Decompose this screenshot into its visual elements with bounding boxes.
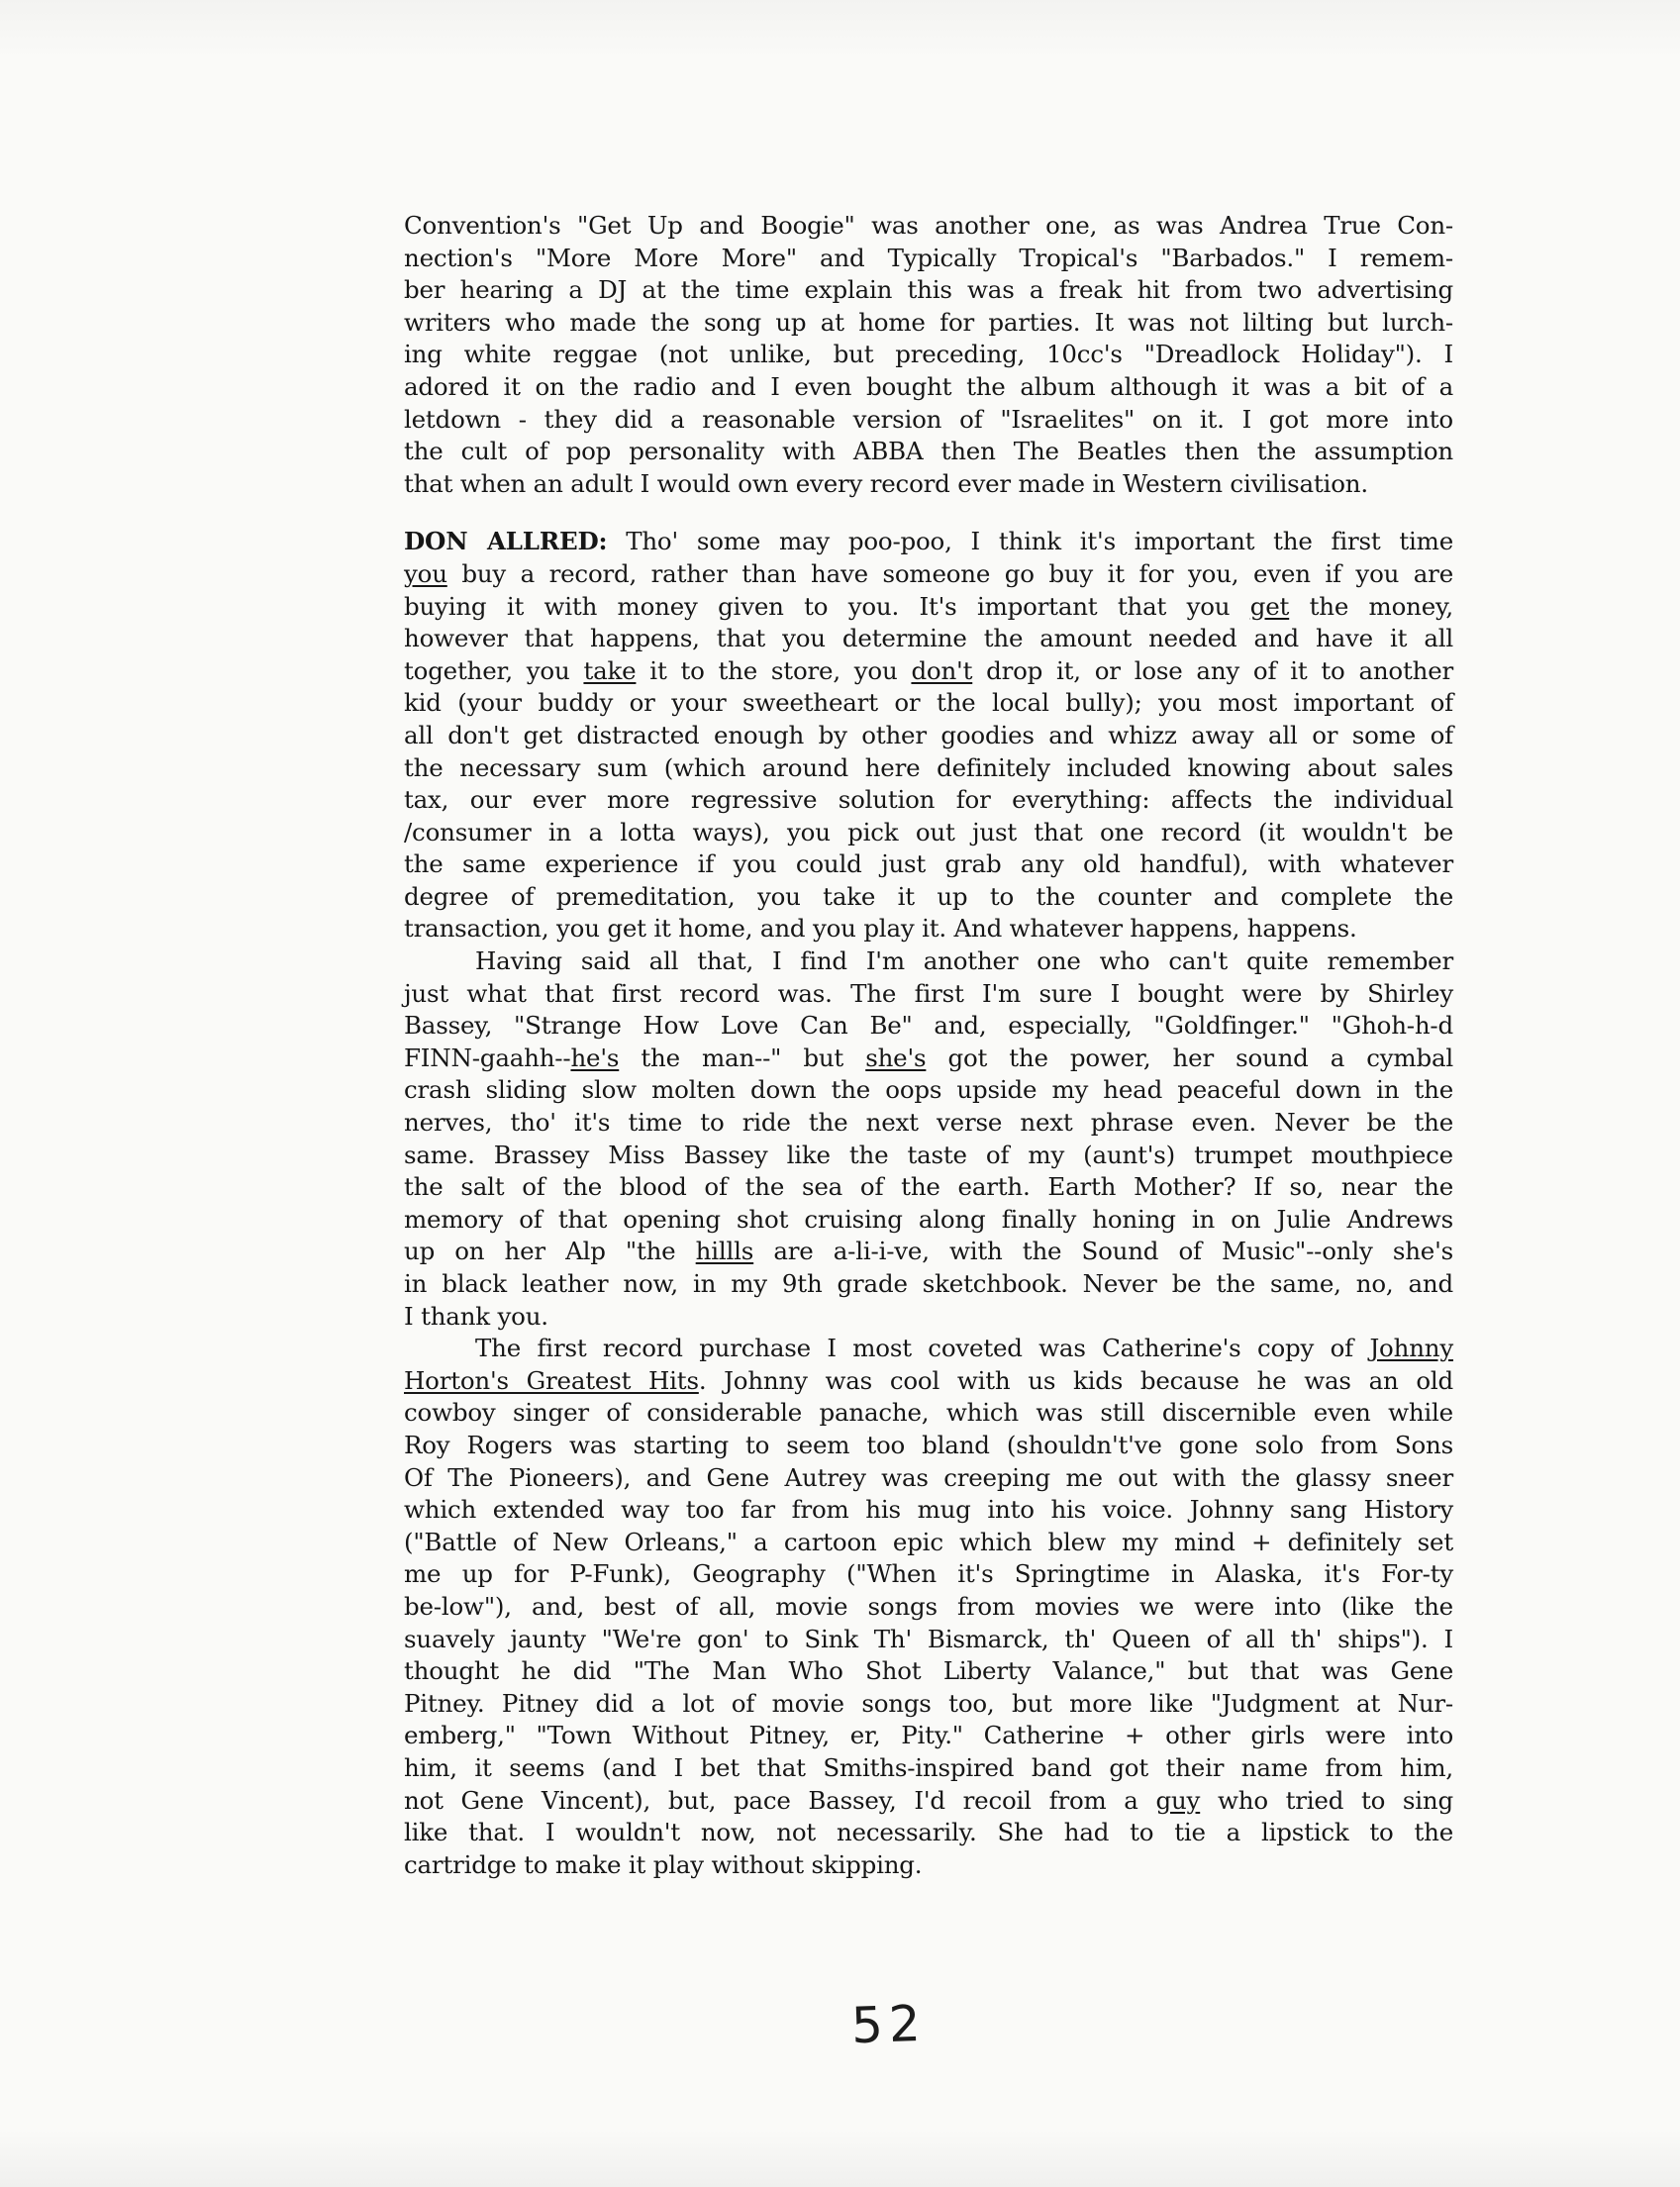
text-line [404,1591,1453,1624]
text-run: Convention's "Get Up and Boogie" was another one, as was Andrea True Con- [404,211,1453,240]
page-number: 52 [850,1994,928,2055]
text-run: all don't get distracted enough by other goodies and whizz away all or some of [404,720,1453,749]
text-line [404,913,1453,945]
text-run: up on her Alp "the [404,1237,696,1266]
text-run: the man--" but [619,1043,866,1072]
underlined-text: she's [865,1043,927,1072]
text-line [404,1333,1453,1365]
text-line [404,558,1453,591]
text-line [404,1430,1453,1462]
text-line [404,1624,1453,1656]
text-line [404,1558,1453,1591]
text-run: memory of that opening shot cruising along finally honing in on Julie Andrews [404,1204,1453,1234]
text-run: got the power, her sound a cymbal [926,1043,1453,1072]
underlined-text: take [583,655,637,685]
text-run: together, you [404,655,584,685]
text-run: nerves, tho' it's time to ride the next verse next phrase even. Never be the [404,1108,1453,1138]
text-run: nection's "More More More" and Typically Tropical's "Barbados." I remem- [404,243,1453,272]
text-run: buy a record, rather than have someone go buy it for you, even if you are [446,558,1453,588]
text-run: emberg," "Town Without Pitney, er, Pity." Catherine + other girls were into [404,1721,1453,1750]
text-run: are a-li-i-ve, with the Sound of Music"--only she's [753,1237,1453,1266]
text-run: Having said all that, I find I'm another one who can't quite remember [475,946,1453,976]
text-line [404,752,1453,785]
text-run: degree of premeditation, you take it up to the counter and complete the [404,881,1453,911]
text-run: who tried to sing [1200,1785,1453,1815]
underlined-text: hillls [695,1237,754,1266]
text-line [404,1527,1453,1559]
text-run: ("Battle of New Orleans," a cartoon epic which blew my mind + definitely set [404,1527,1453,1556]
text-run: /consumer in a lotta ways), you pick out just that one record (it wouldn't be [404,817,1453,846]
text-run: ber hearing a DJ at the time explain this was a freak hit from two advertising [404,275,1453,305]
text-line [404,371,1453,404]
text-run: ing white reggae (not unlike, but preceding, 10cc's "Dreadlock Holiday"). I [404,340,1453,369]
text-line [404,1204,1453,1237]
text-run: the salt of the blood of the sea of the earth. Earth Mother? If so, near the [404,1172,1453,1202]
text-run: Pitney. Pitney did a lot of movie songs too, but more like "Judgment at Nur- [404,1688,1453,1718]
text-line [404,1688,1453,1721]
text-line [404,1494,1453,1527]
text-line [404,1817,1453,1849]
text-line [404,307,1453,340]
underlined-text: don't [911,655,973,685]
text-run: Roy Rogers was starting to seem too bland (shouldn't've gone solo from Sons [404,1430,1453,1459]
text-line [404,655,1453,688]
text-run: . Johnny was cool with us kids because he was an old [698,1365,1453,1395]
text-run: writers who made the song up at home for parties. It was not lilting but lurch- [404,307,1453,337]
underlined-text: Johnny [1369,1334,1453,1363]
text-line [404,1043,1453,1075]
text-line [404,881,1453,914]
text-run: however that happens, that you determine the amount needed and have it all [404,624,1453,653]
text-run: not Gene Vincent), but, pace Bassey, I'd recoil from a [404,1785,1156,1815]
text-run: cartridge to make it play without skipping. [404,1849,923,1879]
text-line [404,1107,1453,1140]
text-run: same. Brassey Miss Bassey like the taste of my (aunt's) trumpet mouthpiece [404,1140,1453,1169]
text-line [404,243,1453,275]
text-line [404,274,1453,307]
underlined-text: he's [570,1043,620,1072]
text-run: transaction, you get it home, and you play it. And whatever happens, happens. [404,914,1357,944]
text-line [404,339,1453,371]
underlined-text: get [1249,591,1290,621]
text-line [404,526,1453,558]
text-run: the cult of pop personality with ABBA then The Beatles then the assumption [404,437,1453,466]
text-run: be-low"), and, best of all, movie songs from movies we were into (like the [404,1591,1453,1621]
text-run: me up for P-Funk), Geography ("When it's Springtime in Alaska, it's For-ty [404,1559,1453,1589]
paragraph-gap [404,500,1453,526]
text-run: FINN-gaahh-- [404,1043,571,1072]
text-run: cowboy singer of considerable panache, which was still discernible even while [404,1398,1453,1428]
text-line [404,978,1453,1011]
paragraph [404,210,1453,500]
text-line [404,1655,1453,1688]
text-line [404,1397,1453,1430]
speaker-name: DON ALLRED: [404,527,608,556]
text-line [404,404,1453,437]
text-run: the money, [1289,591,1453,621]
paragraph [404,945,1453,1333]
text-run: drop it, or lose any of it to another [972,655,1454,685]
underlined-text: guy [1155,1785,1201,1815]
text-line [404,848,1453,881]
text-line [404,687,1453,720]
text-line [404,1720,1453,1752]
text-run: buying it with money given to you. It's important that you [404,591,1250,621]
text-line [404,1171,1453,1204]
text-run: it to the store, you [636,655,912,685]
text-line [404,1365,1453,1398]
text-line [404,817,1453,849]
text-run: The first record purchase I most coveted was Catherine's copy of [475,1334,1370,1363]
text-run: just what that first record was. The first I'm sure I bought were by Shirley [404,978,1453,1008]
text-line [404,1140,1453,1172]
text-run: letdown - they did a reasonable version of "Israelites" on it. I got more into [404,404,1453,434]
text-line [404,1268,1453,1301]
text-line [404,436,1453,468]
text-line [404,468,1453,501]
text-run: him, it seems (and I bet that Smiths-inspired band got their name from him, [404,1752,1453,1782]
paragraph [404,1333,1453,1881]
text-line [404,1752,1453,1785]
text-line [404,1236,1453,1268]
text-line [404,945,1453,978]
text-run: kid (your buddy or your sweetheart or the local bully); you most important of [404,688,1453,718]
text-run: suavely jaunty "We're gon' to Sink Th' Bismarck, th' Queen of all th' ships"). I [404,1624,1453,1653]
text-line [404,210,1453,243]
text-run: that when an adult I would own every record ever made in Western civilisation. [404,468,1368,498]
text-run: like that. I wouldn't now, not necessarily. She had to tie a lipstick to the [404,1818,1453,1847]
paragraph [404,526,1453,945]
text-run: Bassey, "Strange How Love Can Be" and, especially, "Goldfinger." "Ghoh-h-d [404,1011,1453,1041]
text-run: Of The Pioneers), and Gene Autrey was creeping me out with the glassy sneer [404,1462,1453,1492]
text-line [404,784,1453,817]
body-text [404,210,1453,1881]
text-run: in black leather now, in my 9th grade sketchbook. Never be the same, no, and [404,1269,1453,1298]
text-run: tax, our ever more regressive solution for everything: affects the individual [404,785,1453,815]
underlined-text: Horton's Greatest Hits [404,1365,699,1395]
text-line [404,591,1453,624]
text-run: Tho' some may poo-poo, I think it's important the first time [607,527,1453,556]
text-run: I thank you. [404,1301,548,1331]
text-run: the same experience if you could just grab any old handful), with whatever [404,849,1453,879]
text-run: which extended way too far from his mug into his voice. Johnny sang History [404,1495,1453,1525]
text-line [404,1849,1453,1882]
text-line [404,1301,1453,1334]
text-line [404,720,1453,752]
text-line [404,1074,1453,1107]
underlined-text: you [404,558,447,588]
text-run: adored it on the radio and I even bought the album although it was a bit of a [404,371,1453,401]
text-line [404,1785,1453,1818]
text-run: crash sliding slow molten down the oops upside my head peaceful down in the [404,1075,1453,1105]
text-run: the necessary sum (which around here definitely included knowing about sales [404,752,1453,782]
text-line [404,1462,1453,1495]
text-run: thought he did "The Man Who Shot Liberty Valance," but that was Gene [404,1656,1453,1686]
text-line [404,1010,1453,1043]
text-line [404,623,1453,655]
